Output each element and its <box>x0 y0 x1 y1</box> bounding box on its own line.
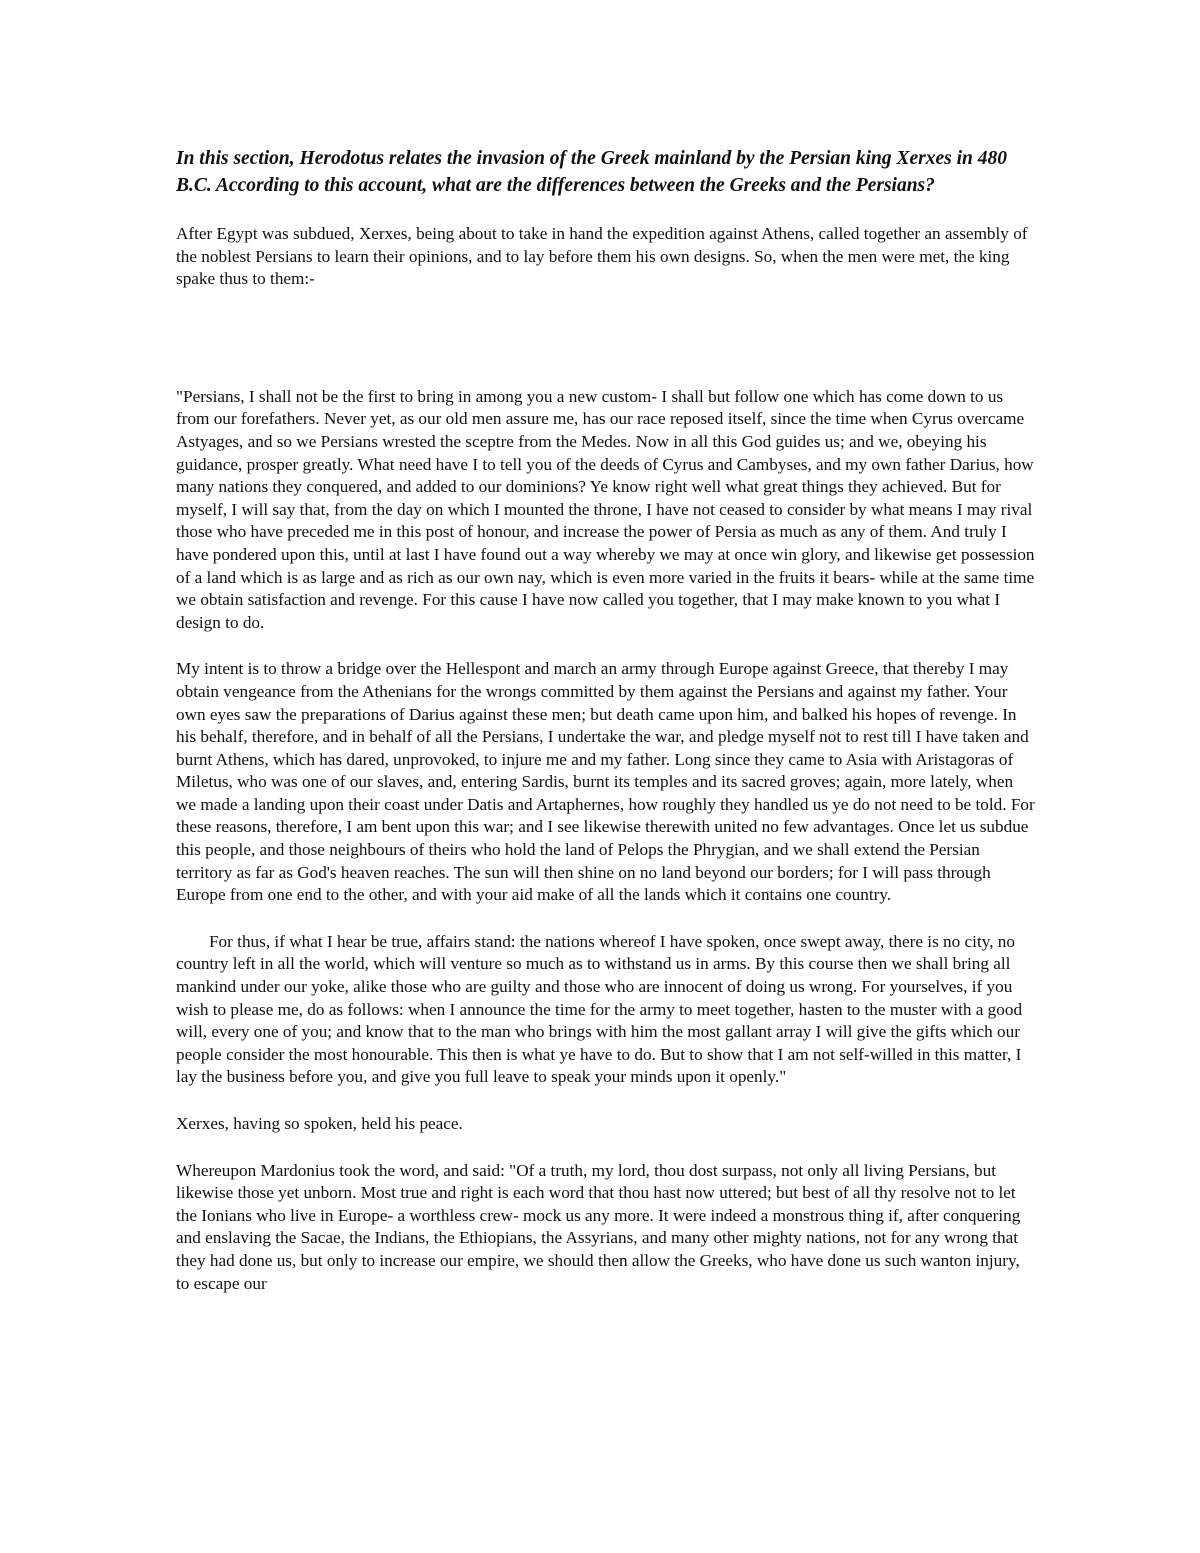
paragraph-mardonius-reply: Whereupon Mardonius took the word, and said: "Of a truth, my lord, thou dost surpass, not only all living Persians, but likewise those yet unborn. Most true and right is each word that thou hast now uttered; but best of all thy resolve not to let the Ionians who live in Europe- a worthless crew- mock us any more. It were indeed a monstrous thing if, after conquering and enslaving the Sacae, the Indians, the Ethiopians, the Assyrians, and many other mighty nations, not for any wrong that they had done us, but only to increase our empire, we should then allow the Greeks, who have done us such wanton injury, to escape our <box>176 1160 1021 1293</box>
paragraph-xerxes-silence: Xerxes, having so spoken, held his peace. <box>176 1114 463 1133</box>
paragraph-gap <box>176 634 1036 658</box>
paragraph-intro: After Egypt was subdued, Xerxes, being about to take in hand the expedition against Athens, called together an assembly of the noblest Persians to learn their opinions, and to lay before them his own designs. So, when the men were met, the king spake thus to them:- <box>176 224 1028 289</box>
question-heading: In this section, Herodotus relates the invasion of the Greek mainland by the Persian king Xerxes in 480 B.C. According to this account, what are the differences between the Greeks and the Persians? <box>176 148 1007 196</box>
paragraph-gap <box>176 907 1036 931</box>
paragraph-xerxes-speech-3: For thus, if what I hear be true, affairs stand: the nations whereof I have spoken, once swept away, there is no city, no country left in all the world, which will venture so much as to withstand us in arms. By this course then we shall bring all mankind under our yoke, alike those who are guilty and those who are innocent of doing us wrong. For yourselves, if you wish to please me, do as follows: when I announce the time for the army to meet together, hasten to the muster with a good will, every one of you; and know that to the man who brings with him the most gallant array I will give the gifts which our people consider the most honourable. This then is what ye have to do. But to show that I am not self-willed in this matter, I lay the business before you, and give you full leave to speak your minds upon it openly." <box>176 931 1023 1087</box>
paragraph-gap <box>176 1136 1036 1160</box>
document-page <box>176 145 1036 1295</box>
paragraph-xerxes-speech-1: "Persians, I shall not be the first to bring in among you a new custom- I shall but follow one which has come down to us from our forefathers. Never yet, as our old men assure me, has our race reposed itself, since the time when Cyrus overcame Astyages, and so we Persians wrested the sceptre from the Medes. Now in all this God guides us; and we, obeying his guidance, prosper greatly. What need have I to tell you of the deeds of Cyrus and Cambyses, and my own father Darius, how many nations they conquered, and added to our dominions? Ye know right well what great things they achieved. But for myself, I will say that, from the day on which I mounted the throne, I have not ceased to consider by what means I may rival those who have preceded me in this post of honour, and increase the power of Persia as much as any of them. And truly I have pondered upon this, until at last I have found out a way whereby we may at once win glory, and likewise get possession of a land which is as large and as rich as our own nay, which is even more varied in the fruits it bears- while at the same time we obtain satisfaction and revenge. For this cause I have now called you together, that I may make known to you what I design to do. <box>176 386 1035 632</box>
blank-space <box>176 291 1036 386</box>
paragraph-xerxes-speech-2: My intent is to throw a bridge over the Hellespont and march an army through Europe against Greece, that thereby I may obtain vengeance from the Athenians for the wrongs committed by them against the Persians and against my father. Your own eyes saw the preparations of Darius against these men; but death came upon him, and balked his hopes of revenge. In his behalf, therefore, and in behalf of all the Persians, I undertake the war, and pledge myself not to rest till I have taken and burnt Athens, which has dared, unprovoked, to injure me and my father. Long since they came to Asia with Aristagoras of Miletus, who was one of our slaves, and, entering Sardis, burnt its temples and its sacred groves; again, more lately, when we made a landing upon their coast under Datis and Artaphernes, how roughly they handled us ye do not need to be told. For these reasons, therefore, I am bent upon this war; and I see likewise therewith united no few advantages. Once let us subdue this people, and those neighbours of theirs who hold the land of Pelops the Phrygian, and we shall extend the Persian territory as far as God's heaven reaches. The sun will then shine on no land beyond our borders; for I will pass through Europe from one end to the other, and with your aid make of all the lands which it contains one country. <box>176 659 1035 905</box>
paragraph-gap <box>176 1089 1036 1113</box>
